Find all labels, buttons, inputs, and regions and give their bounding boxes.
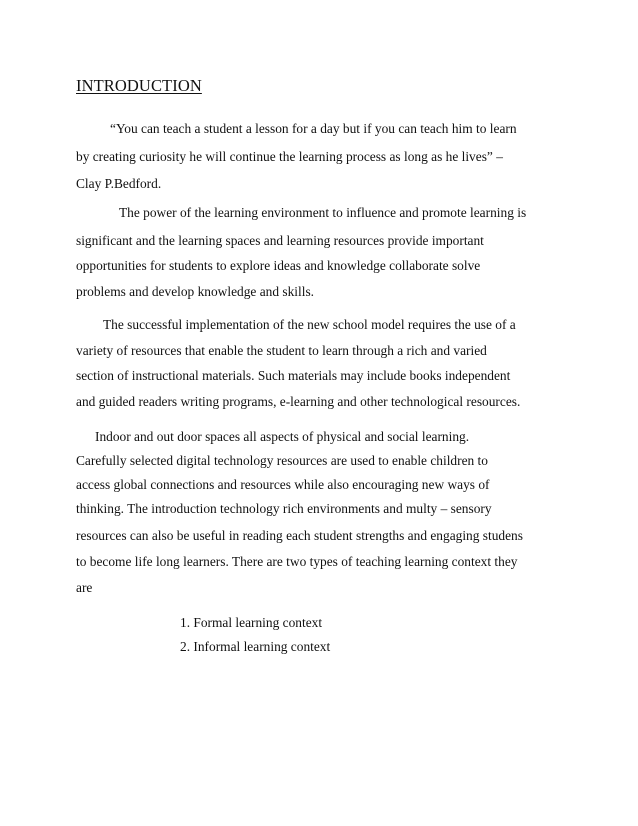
paragraph-line: resources can also be useful in reading each student strengths and engaging studens — [76, 528, 523, 543]
paragraph-line: access global connections and resources while also encouraging new ways of — [76, 477, 490, 492]
paragraph-line: opportunities for students to explore ideas and knowledge collaborate solve — [76, 258, 481, 273]
paragraph-line: variety of resources that enable the student to learn through a rich and varied — [76, 343, 487, 358]
paragraph-line: The successful implementation of the new school model requires the use of a — [103, 317, 516, 332]
paragraph-line: thinking. The introduction technology rich environments and multy – sensory — [76, 501, 492, 516]
paragraph-line: and guided readers writing programs, e-learning and other technological resources. — [76, 394, 521, 409]
paragraph-line: section of instructional materials. Such materials may include books independent — [76, 368, 511, 383]
paragraph-line: significant and the learning spaces and learning resources provide important — [76, 233, 484, 248]
paragraph-line: Clay P.Bedford. — [76, 176, 162, 191]
paragraph-line: The power of the learning environment to influence and promote learning is — [119, 205, 527, 220]
page-heading: INTRODUCTION — [76, 76, 202, 95]
paragraph-line: Carefully selected digital technology resources are used to enable children to — [76, 453, 488, 468]
paragraph-line: “You can teach a student a lesson for a day but if you can teach him to learn — [110, 121, 517, 136]
paragraph-line: by creating curiosity he will continue the learning process as long as he lives” – — [76, 149, 503, 164]
list-item: 1. Formal learning context — [180, 615, 323, 630]
paragraph-line: problems and develop knowledge and skills. — [76, 284, 315, 299]
paragraph-line: to become life long learners. There are two types of teaching learning context they — [76, 554, 518, 569]
list-item: 2. Informal learning context — [180, 639, 331, 654]
paragraph-line: are — [76, 580, 93, 595]
paragraph-line: Indoor and out door spaces all aspects of physical and social learning. — [95, 429, 470, 444]
